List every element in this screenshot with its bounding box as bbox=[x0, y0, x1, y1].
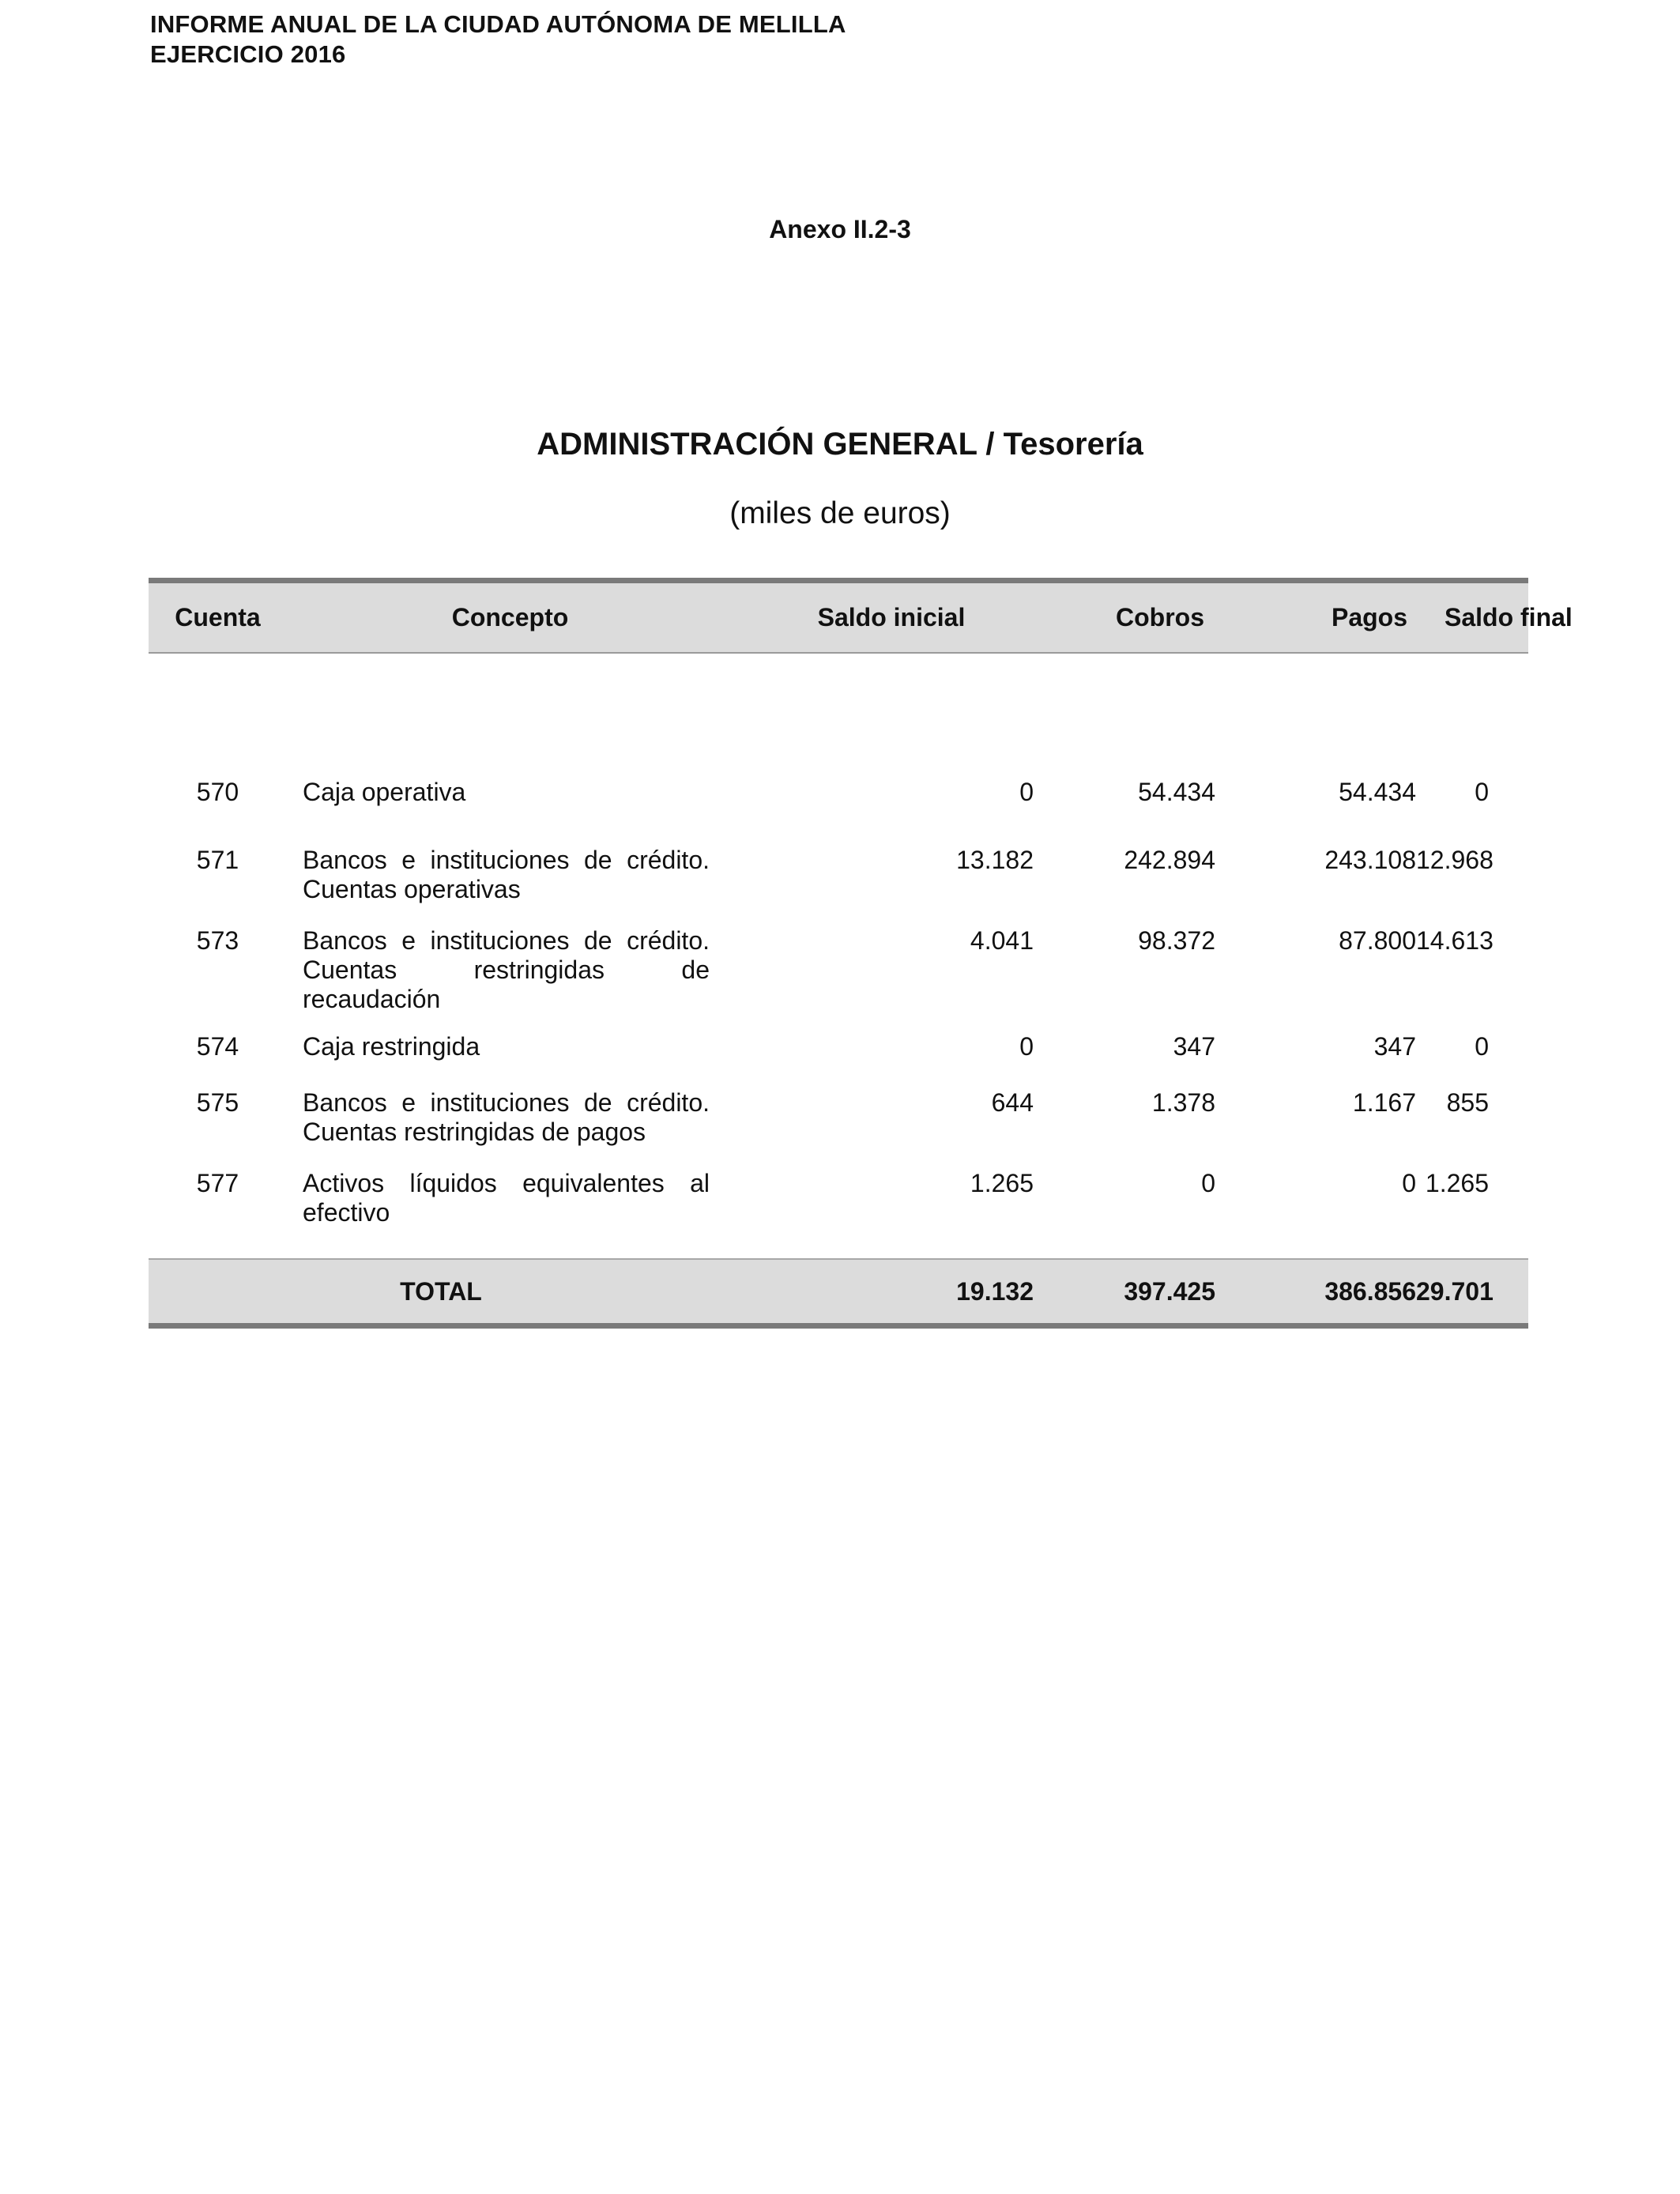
treasury-table bbox=[149, 578, 1573, 1306]
cell-saldo-inicial: 644 bbox=[991, 1088, 1034, 1117]
column-header-concepto: Concepto bbox=[451, 603, 569, 631]
cell-concepto: Bancos e instituciones de crédito. Cuentas restringidas de recaudación bbox=[303, 926, 710, 1013]
units-label: (miles de euros) bbox=[729, 496, 951, 530]
total-saldo-final: 29.701 bbox=[1416, 1277, 1494, 1306]
cell-saldo-inicial: 0 bbox=[1019, 778, 1034, 806]
total-label: TOTAL bbox=[400, 1277, 482, 1306]
total-pagos: 386.856 bbox=[1324, 1277, 1416, 1306]
report-title: INFORME ANUAL DE LA CIUDAD AUTÓNOMA DE MELILLA bbox=[150, 10, 846, 38]
column-header-saldo-final: Saldo final bbox=[1445, 603, 1573, 631]
report-year: EJERCICIO 2016 bbox=[150, 40, 346, 68]
column-header-cobros: Cobros bbox=[1116, 603, 1204, 631]
cell-cuenta: 573 bbox=[196, 926, 239, 955]
table-total-row bbox=[149, 1258, 1528, 1329]
total-saldo-inicial: 19.132 bbox=[956, 1277, 1034, 1306]
cell-saldo-final: 1.265 bbox=[1425, 1169, 1489, 1197]
cell-cuenta: 571 bbox=[196, 846, 239, 874]
column-header-cuenta: Cuenta bbox=[175, 603, 261, 631]
cell-saldo-final: 14.613 bbox=[1416, 926, 1494, 955]
table-header bbox=[149, 578, 1573, 654]
cell-pagos: 54.434 bbox=[1339, 778, 1416, 806]
section-title: ADMINISTRACIÓN GENERAL / Tesorería bbox=[537, 427, 1143, 462]
cell-pagos: 1.167 bbox=[1352, 1088, 1416, 1117]
cell-concepto: Activos líquidos equivalentes al efectivo bbox=[303, 1169, 710, 1227]
cell-concepto: Bancos e instituciones de crédito. Cuentas restringidas de pagos bbox=[303, 1088, 710, 1146]
cell-cuenta: 570 bbox=[196, 778, 239, 806]
column-header-saldo-inicial: Saldo inicial bbox=[817, 603, 966, 631]
cell-cuenta: 575 bbox=[196, 1088, 239, 1117]
cell-cuenta: 577 bbox=[196, 1169, 239, 1197]
cell-concepto: Caja operativa bbox=[303, 778, 466, 806]
cell-pagos: 87.800 bbox=[1339, 926, 1416, 955]
cell-concepto: Caja restringida bbox=[303, 1032, 480, 1061]
cell-saldo-inicial: 13.182 bbox=[956, 846, 1034, 874]
cell-saldo-inicial: 0 bbox=[1019, 1032, 1034, 1061]
cell-cobros: 98.372 bbox=[1138, 926, 1215, 955]
cell-cuenta: 574 bbox=[196, 1032, 239, 1061]
cell-cobros: 242.894 bbox=[1124, 846, 1215, 874]
cell-saldo-final: 0 bbox=[1475, 778, 1489, 806]
cell-pagos: 347 bbox=[1373, 1032, 1416, 1061]
cell-saldo-final: 0 bbox=[1475, 1032, 1489, 1061]
cell-concepto: Bancos e instituciones de crédito. Cuentas operativas bbox=[303, 846, 710, 903]
cell-cobros: 0 bbox=[1201, 1169, 1215, 1197]
table-body bbox=[149, 654, 1528, 1306]
cell-saldo-final: 12.968 bbox=[1416, 846, 1494, 874]
cell-cobros: 347 bbox=[1173, 1032, 1215, 1061]
cell-pagos: 243.108 bbox=[1324, 846, 1416, 874]
cell-saldo-inicial: 1.265 bbox=[970, 1169, 1034, 1197]
report-header bbox=[150, 9, 846, 70]
cell-cobros: 54.434 bbox=[1138, 778, 1215, 806]
cell-cobros: 1.378 bbox=[1151, 1088, 1215, 1117]
annex-label: Anexo II.2-3 bbox=[769, 215, 911, 243]
cell-saldo-inicial: 4.041 bbox=[970, 926, 1034, 955]
column-header-pagos: Pagos bbox=[1331, 603, 1408, 631]
cell-pagos: 0 bbox=[1402, 1169, 1416, 1197]
total-cobros: 397.425 bbox=[1124, 1277, 1215, 1306]
cell-saldo-final: 855 bbox=[1446, 1088, 1489, 1117]
